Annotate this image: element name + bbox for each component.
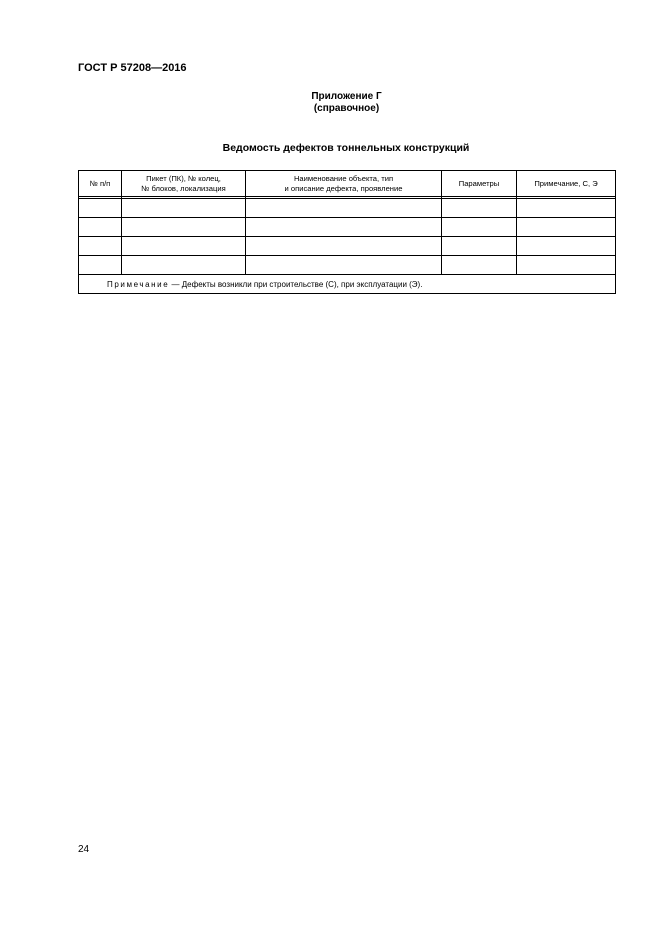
table-note-label: Примечание <box>107 279 170 289</box>
table-cell <box>442 237 517 256</box>
column-header-parameters <box>442 171 517 197</box>
column-header-number-label: № п/п <box>89 178 111 188</box>
table-cell <box>442 218 517 237</box>
table-cell <box>79 237 122 256</box>
column-header-description-line2: и описание дефекта, проявление <box>284 183 403 193</box>
annex-title: Приложение Г <box>311 91 382 102</box>
table-row <box>79 199 616 218</box>
column-header-remarks-label: Примечание, С, Э <box>534 178 598 188</box>
table-row <box>79 256 616 275</box>
table-cell <box>517 199 616 218</box>
column-header-description-line1: Наименование объекта, тип <box>293 173 394 183</box>
document-code: ГОСТ Р 57208—2016 <box>78 62 187 74</box>
column-header-location-line1: Пикет (ПК), № колец, <box>146 173 221 183</box>
table-note-row <box>79 275 616 294</box>
table-cell <box>442 256 517 275</box>
table-cell <box>517 237 616 256</box>
column-header-location-line2: № блоков, локализация <box>141 183 226 193</box>
table-cell <box>122 237 246 256</box>
table-cell <box>79 218 122 237</box>
column-header-description <box>246 171 442 197</box>
table-cell <box>246 199 442 218</box>
column-header-parameters-label: Параметры <box>458 178 500 188</box>
table-cell <box>79 199 122 218</box>
column-header-remarks <box>517 171 616 197</box>
column-header-location <box>122 171 246 197</box>
table-heading: Ведомость дефектов тоннельных конструкций <box>222 142 470 154</box>
annex-header <box>0 91 661 115</box>
table-cell <box>122 199 246 218</box>
annex-note: (справочное) <box>313 103 380 114</box>
table-cell <box>517 256 616 275</box>
column-header-number <box>79 171 122 197</box>
table-cell <box>79 256 122 275</box>
table-row <box>79 218 616 237</box>
page-number: 24 <box>78 844 90 855</box>
table-cell <box>246 256 442 275</box>
table-cell <box>246 237 442 256</box>
table-note-text: — Дефекты возникли при строительстве (С), при эксплуатации (Э). <box>169 279 423 289</box>
table-cell <box>122 218 246 237</box>
table-note <box>79 275 616 294</box>
defects-table <box>78 170 616 294</box>
table-cell <box>442 199 517 218</box>
table-row <box>79 237 616 256</box>
table-cell <box>246 218 442 237</box>
table-header-row <box>79 171 616 197</box>
table-cell <box>122 256 246 275</box>
table-cell <box>517 218 616 237</box>
